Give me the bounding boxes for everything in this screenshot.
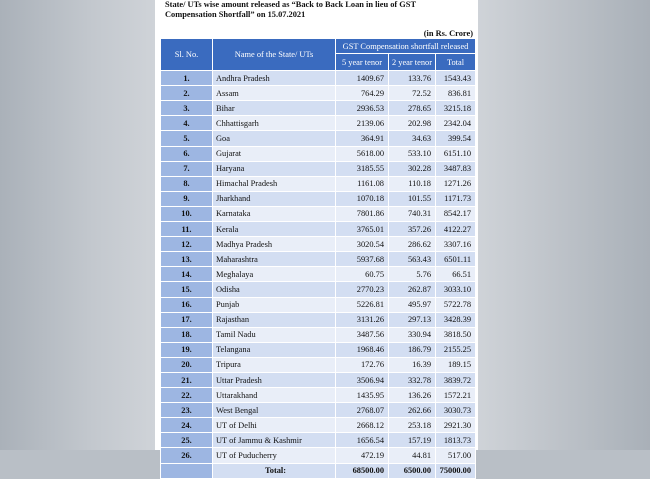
table-row [161, 237, 476, 252]
state-name-cell: Maharashtra [213, 252, 336, 267]
table-row [161, 131, 476, 146]
two-year-cell: 101.55 [389, 191, 436, 206]
background-blur-left [0, 0, 155, 450]
two-year-cell: 34.63 [389, 131, 436, 146]
table-row [161, 191, 476, 206]
header-sl-no: Sl. No. [161, 39, 213, 71]
two-year-cell: 136.26 [389, 388, 436, 403]
two-year-cell: 253.18 [389, 418, 436, 433]
five-year-cell: 1409.67 [336, 71, 389, 86]
state-name-cell: West Bengal [213, 403, 336, 418]
two-year-cell: 262.66 [389, 403, 436, 418]
two-year-cell: 357.26 [389, 222, 436, 237]
sl-cell: 2. [161, 86, 213, 101]
state-name-cell: Tripura [213, 357, 336, 372]
table-row [161, 418, 476, 433]
total-cell: 6501.11 [436, 252, 476, 267]
state-name-cell: Madhya Pradesh [213, 237, 336, 252]
total-cell: 399.54 [436, 131, 476, 146]
total-label: Total: [213, 463, 336, 478]
state-name-cell: Odisha [213, 282, 336, 297]
total-cell: 836.81 [436, 86, 476, 101]
sl-cell: 13. [161, 252, 213, 267]
sl-cell: 24. [161, 418, 213, 433]
state-name-cell: Jharkhand [213, 191, 336, 206]
state-name-cell: Meghalaya [213, 267, 336, 282]
five-year-cell: 1435.95 [336, 388, 389, 403]
five-year-cell: 1070.18 [336, 191, 389, 206]
table-row [161, 433, 476, 448]
two-year-cell: 278.65 [389, 101, 436, 116]
total-cell: 1271.26 [436, 176, 476, 191]
total-cell: 517.00 [436, 448, 476, 463]
header-5-year-tenor: 5 year tenor [336, 54, 389, 71]
table-row [161, 206, 476, 221]
table-row [161, 71, 476, 86]
sl-cell: 20. [161, 357, 213, 372]
total-row [161, 463, 476, 478]
table-row [161, 388, 476, 403]
sl-cell: 19. [161, 342, 213, 357]
total-cell: 3215.18 [436, 101, 476, 116]
total-5-year: 68500.00 [336, 463, 389, 478]
total-cell: 8542.17 [436, 206, 476, 221]
total-cell: 2155.25 [436, 342, 476, 357]
state-name-cell: Tamil Nadu [213, 327, 336, 342]
sl-cell: 25. [161, 433, 213, 448]
state-name-cell: Kerala [213, 222, 336, 237]
five-year-cell: 7801.86 [336, 206, 389, 221]
table-row [161, 146, 476, 161]
total-cell: 5722.78 [436, 297, 476, 312]
table-row [161, 342, 476, 357]
header-2-year-tenor: 2 year tenor [389, 54, 436, 71]
two-year-cell: 740.31 [389, 206, 436, 221]
table-row [161, 176, 476, 191]
five-year-cell: 2768.07 [336, 403, 389, 418]
state-name-cell: Bihar [213, 101, 336, 116]
table-row [161, 161, 476, 176]
state-name-cell: Uttarakhand [213, 388, 336, 403]
state-name-cell: Punjab [213, 297, 336, 312]
sl-cell: 26. [161, 448, 213, 463]
two-year-cell: 133.76 [389, 71, 436, 86]
two-year-cell: 202.98 [389, 116, 436, 131]
state-name-cell: Uttar Pradesh [213, 372, 336, 387]
sl-cell: 1. [161, 71, 213, 86]
unit-note: (in Rs. Crore) [423, 29, 473, 38]
state-name-cell: Haryana [213, 161, 336, 176]
table-row [161, 282, 476, 297]
total-sl-cell [161, 463, 213, 478]
sl-cell: 21. [161, 372, 213, 387]
two-year-cell: 495.97 [389, 297, 436, 312]
five-year-cell: 5937.68 [336, 252, 389, 267]
header-state-name: Name of the State/ UTs [213, 39, 336, 71]
total-total: 75000.00 [436, 463, 476, 478]
sl-cell: 8. [161, 176, 213, 191]
state-name-cell: Andhra Pradesh [213, 71, 336, 86]
state-name-cell: Assam [213, 86, 336, 101]
total-cell: 1171.73 [436, 191, 476, 206]
table-row [161, 267, 476, 282]
state-name-cell: Gujarat [213, 146, 336, 161]
two-year-cell: 330.94 [389, 327, 436, 342]
table-row [161, 312, 476, 327]
two-year-cell: 44.81 [389, 448, 436, 463]
total-cell: 2342.04 [436, 116, 476, 131]
total-cell: 1543.43 [436, 71, 476, 86]
total-2-year: 6500.00 [389, 463, 436, 478]
two-year-cell: 563.43 [389, 252, 436, 267]
header-gst-group: GST Compensation shortfall released [336, 39, 476, 54]
five-year-cell: 3185.55 [336, 161, 389, 176]
state-name-cell: Chhattisgarh [213, 116, 336, 131]
five-year-cell: 2139.06 [336, 116, 389, 131]
state-name-cell: Himachal Pradesh [213, 176, 336, 191]
total-cell: 1813.73 [436, 433, 476, 448]
state-name-cell: UT of Jammu & Kashmir [213, 433, 336, 448]
two-year-cell: 186.79 [389, 342, 436, 357]
five-year-cell: 3765.01 [336, 222, 389, 237]
five-year-cell: 1968.46 [336, 342, 389, 357]
state-name-cell: Goa [213, 131, 336, 146]
sl-cell: 5. [161, 131, 213, 146]
two-year-cell: 110.18 [389, 176, 436, 191]
gst-compensation-table [160, 38, 476, 479]
table-row [161, 357, 476, 372]
five-year-cell: 5618.00 [336, 146, 389, 161]
sl-cell: 7. [161, 161, 213, 176]
state-name-cell: UT of Delhi [213, 418, 336, 433]
table-row [161, 448, 476, 463]
total-cell: 3033.10 [436, 282, 476, 297]
table-row [161, 403, 476, 418]
five-year-cell: 764.29 [336, 86, 389, 101]
total-cell: 3818.50 [436, 327, 476, 342]
five-year-cell: 5226.81 [336, 297, 389, 312]
document-page [155, 0, 478, 476]
sl-cell: 4. [161, 116, 213, 131]
two-year-cell: 16.39 [389, 357, 436, 372]
five-year-cell: 2770.23 [336, 282, 389, 297]
sl-cell: 18. [161, 327, 213, 342]
sl-cell: 14. [161, 267, 213, 282]
table-row [161, 101, 476, 116]
five-year-cell: 1656.54 [336, 433, 389, 448]
state-name-cell: Rajasthan [213, 312, 336, 327]
state-name-cell: Telangana [213, 342, 336, 357]
table-row [161, 222, 476, 237]
five-year-cell: 472.19 [336, 448, 389, 463]
two-year-cell: 286.62 [389, 237, 436, 252]
sl-cell: 22. [161, 388, 213, 403]
total-cell: 2921.30 [436, 418, 476, 433]
table-row [161, 86, 476, 101]
state-name-cell: UT of Puducherry [213, 448, 336, 463]
five-year-cell: 3506.94 [336, 372, 389, 387]
header-total: Total [436, 54, 476, 71]
sl-cell: 9. [161, 191, 213, 206]
total-cell: 3428.39 [436, 312, 476, 327]
two-year-cell: 297.13 [389, 312, 436, 327]
table-row [161, 327, 476, 342]
total-cell: 3839.72 [436, 372, 476, 387]
total-cell: 3030.73 [436, 403, 476, 418]
two-year-cell: 302.28 [389, 161, 436, 176]
table-row [161, 372, 476, 387]
five-year-cell: 3487.56 [336, 327, 389, 342]
sl-cell: 12. [161, 237, 213, 252]
five-year-cell: 364.91 [336, 131, 389, 146]
sl-cell: 6. [161, 146, 213, 161]
five-year-cell: 3020.54 [336, 237, 389, 252]
two-year-cell: 262.87 [389, 282, 436, 297]
two-year-cell: 332.78 [389, 372, 436, 387]
two-year-cell: 157.19 [389, 433, 436, 448]
sl-cell: 11. [161, 222, 213, 237]
two-year-cell: 5.76 [389, 267, 436, 282]
table-row [161, 297, 476, 312]
sl-cell: 10. [161, 206, 213, 221]
total-cell: 6151.10 [436, 146, 476, 161]
two-year-cell: 533.10 [389, 146, 436, 161]
total-cell: 4122.27 [436, 222, 476, 237]
sl-cell: 16. [161, 297, 213, 312]
table-row [161, 116, 476, 131]
table-body [161, 71, 476, 463]
total-cell: 3487.83 [436, 161, 476, 176]
five-year-cell: 1161.08 [336, 176, 389, 191]
total-cell: 1572.21 [436, 388, 476, 403]
document-title: State/ UTs wise amount released as “Back to Back Loan in lieu of GST Compensation Shortfall” on 15.07.2021 [165, 0, 416, 19]
total-cell: 189.15 [436, 357, 476, 372]
five-year-cell: 2936.53 [336, 101, 389, 116]
background-blur-right [478, 0, 650, 450]
sl-cell: 23. [161, 403, 213, 418]
total-cell: 3307.16 [436, 237, 476, 252]
five-year-cell: 60.75 [336, 267, 389, 282]
table-row [161, 252, 476, 267]
total-cell: 66.51 [436, 267, 476, 282]
state-name-cell: Karnataka [213, 206, 336, 221]
two-year-cell: 72.52 [389, 86, 436, 101]
sl-cell: 17. [161, 312, 213, 327]
sl-cell: 3. [161, 101, 213, 116]
sl-cell: 15. [161, 282, 213, 297]
five-year-cell: 3131.26 [336, 312, 389, 327]
five-year-cell: 172.76 [336, 357, 389, 372]
five-year-cell: 2668.12 [336, 418, 389, 433]
